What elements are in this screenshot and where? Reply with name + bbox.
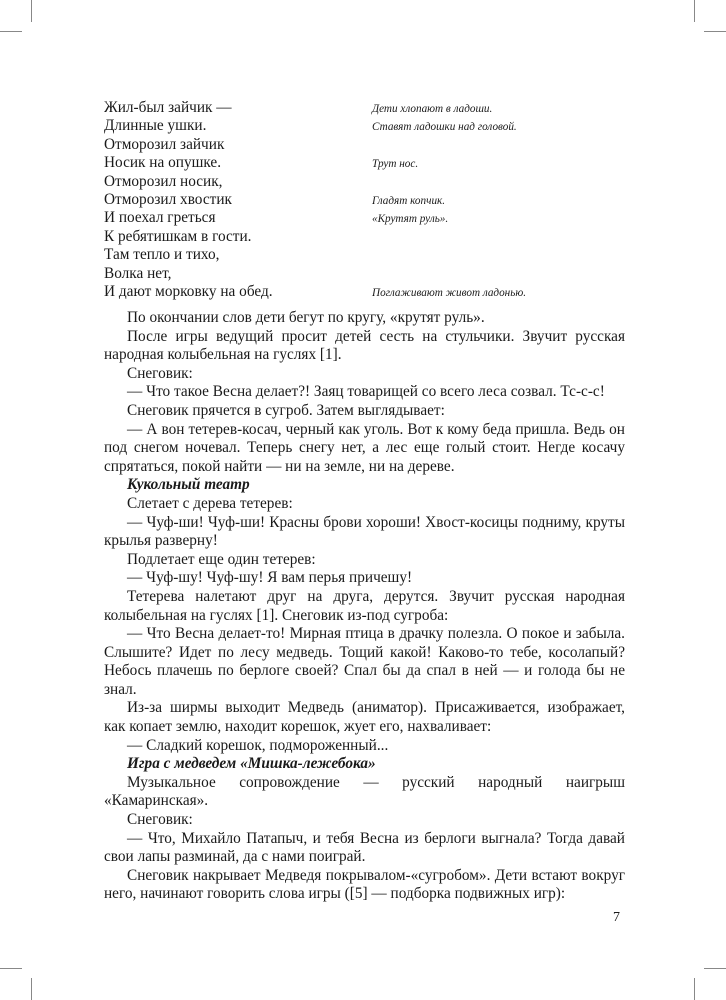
paragraph: — Что, Михайло Патапыч, и тебя Весна из берлоги выгнала? Тогда давай свои лапы разминай, да с нами поиграй. xyxy=(104,829,625,866)
verse-line xyxy=(104,154,644,172)
page-number: 7 xyxy=(613,910,620,925)
crop-mark xyxy=(694,0,695,22)
paragraph: По окончании слов дети бегут по кругу, «крутят руль». xyxy=(127,309,485,326)
verse-text: Длинные ушки. xyxy=(104,117,207,135)
verse-line xyxy=(104,265,644,283)
paragraph: Снеговик накрывает Медведя покрывалом-«сугробом». Дети встают вокруг него, начинают говорить слова игры ([5] — подборка подвижных игр): xyxy=(104,866,625,903)
verse-text: Жил-был зайчик — xyxy=(104,99,232,116)
paragraph: Подлетает еще один тетерев: xyxy=(127,550,316,568)
crop-mark xyxy=(704,968,726,969)
paragraph: — Что такое Весна делает?! Заяц товарищей со всего леса созвал. Тс-с-с! xyxy=(127,383,605,401)
crop-mark xyxy=(31,0,32,22)
verse-line xyxy=(104,191,644,209)
paragraph: — Что Весна делает-то! Мирная птица в драчку полезла. О покое и забыла. Слышите? Идет по лесу медведь. Тощий какой! Каково-то тебе, косолапый? Небось плачешь по берлоге своей? Спал бы да спал в ней — и голода бы не знал. xyxy=(104,625,625,698)
verse-text: И поехал греться xyxy=(104,209,216,227)
crop-mark xyxy=(0,31,22,32)
verse-line xyxy=(104,173,644,191)
verse-line xyxy=(104,283,644,301)
verse-line xyxy=(104,136,644,154)
stage-direction: Гладят копчик. xyxy=(372,194,446,207)
stage-direction: Дети хлопают в ладоши. xyxy=(372,103,493,115)
paragraph: Тетерева налетают друг на друга, дерутся. Звучит русская народная колыбельная на гуслях [1]. Снеговик из-под сугроба: xyxy=(104,587,625,624)
verse-text: И дают морковку на обед. xyxy=(104,282,273,300)
paragraph: Слетает с дерева тетерев: xyxy=(127,494,293,512)
crop-mark xyxy=(694,978,695,1000)
paragraph: — Чуф-ши! Чуф-ши! Красны брови хороши! Хвост-косицы подниму, круты крылья разверну! xyxy=(104,513,625,550)
poem-block xyxy=(104,99,644,301)
section-heading: Игра с медведем «Мишка-лежебока» xyxy=(127,755,376,773)
crop-mark xyxy=(0,968,22,969)
verse-text: Отморозил хвостик xyxy=(104,190,232,208)
verse-text: Носик на опушке. xyxy=(104,154,222,172)
paragraph: Музыкальное сопровождение — русский народный наигрыш «Камаринская». xyxy=(104,773,625,810)
paragraph: Снеговик: xyxy=(127,364,193,382)
crop-mark xyxy=(31,978,32,1000)
crop-mark xyxy=(704,31,726,32)
stage-direction: Поглаживают живот ладонью. xyxy=(372,286,527,299)
paragraph: Из-за ширмы выходит Медведь (аниматор). Присаживается, изображает, как копает землю, находит корешок, жует его, нахваливает: xyxy=(104,699,625,736)
verse-text: Там тепло и тихо, xyxy=(104,246,220,264)
stage-direction: Ставят ладошки над головой. xyxy=(372,121,517,134)
verse-text: Волка нет, xyxy=(104,264,172,282)
verse-line xyxy=(104,246,644,264)
verse-line xyxy=(104,228,644,246)
verse-text: Отморозил зайчик xyxy=(104,135,225,153)
stage-direction: Трут нос. xyxy=(372,158,419,171)
verse-line xyxy=(104,209,644,227)
section-heading: Кукольный театр xyxy=(127,476,250,494)
stage-direction: «Крутят руль». xyxy=(372,213,449,226)
verse-line xyxy=(104,99,644,117)
paragraph: — Сладкий корешок, подмороженный... xyxy=(127,736,389,754)
paragraph: Снеговик прячется в сугроб. Затем выглядывает: xyxy=(127,401,445,419)
paragraph: — Чуф-шу! Чуф-шу! Я вам перья причешу! xyxy=(127,569,413,587)
body-text xyxy=(104,309,625,904)
paragraph: После игры ведущий просит детей сесть на стульчики. Звучит русская народная колыбельная на гуслях [1]. xyxy=(104,327,625,364)
verse-text: Отморозил носик, xyxy=(104,172,223,190)
paragraph: — А вон тетерев-косач, черный как уголь. Вот к кому беда пришла. Ведь он под снегом ночевал. Теперь снегу нет, а лес еще голый стоит. Негде косачу спрятаться, покой найти — ни на земле, ни на дереве. xyxy=(104,420,625,475)
verse-line xyxy=(104,117,644,135)
paragraph: Снеговик: xyxy=(127,811,193,829)
verse-text: К ребятишкам в гости. xyxy=(104,227,252,245)
